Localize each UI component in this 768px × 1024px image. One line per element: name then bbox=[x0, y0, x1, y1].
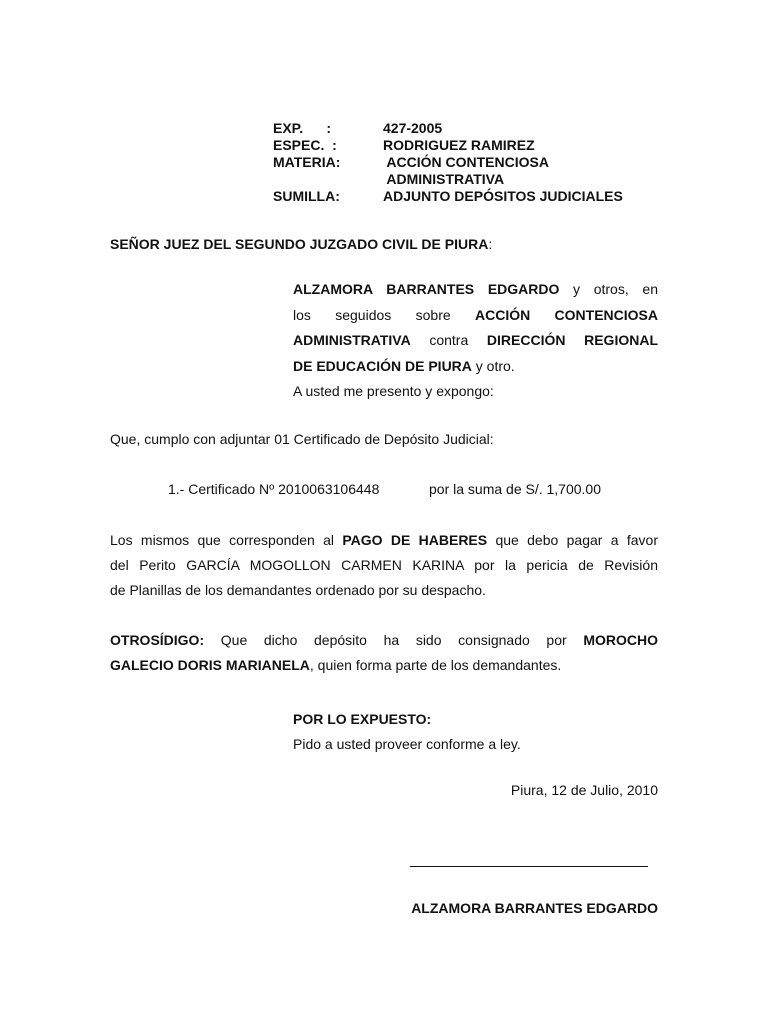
addressee-text: SEÑOR JUEZ DEL SEGUNDO JUZGADO CIVIL DE PIURA bbox=[110, 236, 489, 252]
header-row-exp bbox=[273, 120, 623, 137]
galecio-text: GALECIO DORIS MARIANELA bbox=[110, 657, 310, 673]
certificate-amount: por la suma de S/. 1,700.00 bbox=[429, 481, 601, 497]
body-line-2: del Perito GARCÍA MOGOLLON CARMEN KARINA por la pericia de Revisión bbox=[110, 557, 658, 573]
otrosidigo-line-1 bbox=[110, 628, 658, 653]
otrosidigo-line-2 bbox=[110, 653, 658, 678]
espec-label: ESPEC. : bbox=[273, 137, 337, 153]
certificate-line bbox=[168, 481, 601, 497]
materia-label-spacer bbox=[273, 171, 383, 188]
body-paragraph bbox=[110, 528, 658, 603]
administrativa-text: ADMINISTRATIVA bbox=[293, 332, 411, 348]
materia-value-2: ADMINISTRATIVA bbox=[383, 171, 505, 187]
otro-text: y otro. bbox=[471, 357, 515, 374]
pago-haberes-text: PAGO DE HABERES bbox=[342, 532, 488, 548]
closing-block bbox=[293, 707, 521, 757]
header-row-sumilla bbox=[273, 188, 623, 205]
materia-value-1: ACCIÓN CONTENCIOSA bbox=[383, 154, 549, 170]
header-row-materia-cont bbox=[273, 171, 623, 188]
signature-name: ALZAMORA BARRANTES EDGARDO bbox=[411, 900, 658, 916]
body-text-2: que debo pagar a favor bbox=[487, 532, 659, 548]
que-paragraph: Que, cumplo con adjuntar 01 Certificado de Depósito Judicial: bbox=[110, 431, 494, 447]
educacion-text: DE EDUCACIÓN DE PIURA bbox=[293, 357, 472, 374]
addressee bbox=[110, 236, 492, 252]
otrosidigo-label: OTROSÍDIGO: bbox=[110, 632, 205, 648]
morocho-text: MOROCHO bbox=[583, 632, 658, 648]
otrosidigo-text-2: , quien forma parte de los demandantes. bbox=[309, 657, 562, 673]
signature-line bbox=[410, 866, 648, 867]
presento-line: A usted me presento y expongo: bbox=[293, 383, 494, 399]
sumilla-value: ADJUNTO DEPÓSITOS JUDICIALES bbox=[383, 188, 623, 204]
intro-text-2: los seguidos sobre bbox=[293, 306, 475, 323]
certificate-number: 1.- Certificado Nº 2010063106448 bbox=[168, 481, 380, 497]
intro-paragraph bbox=[293, 277, 658, 405]
otrosidigo-text-1: Que dicho depósito ha sido consignado por bbox=[204, 632, 584, 648]
intro-line-4 bbox=[293, 354, 658, 380]
closing-text: Pido a usted proveer conforme a ley. bbox=[293, 736, 521, 752]
petitioner-name: ALZAMORA BARRANTES EDGARDO bbox=[293, 281, 560, 297]
exp-value: 427-2005 bbox=[383, 120, 443, 136]
sumilla-label: SUMILLA: bbox=[273, 188, 340, 204]
accion-text: ACCIÓN CONTENCIOSA bbox=[474, 306, 658, 323]
header-row-materia bbox=[273, 154, 623, 171]
exp-label: EXP. : bbox=[273, 120, 332, 136]
addressee-colon: : bbox=[488, 236, 493, 252]
intro-line-1 bbox=[293, 277, 658, 303]
header-row-espec bbox=[273, 137, 623, 154]
document-date: Piura, 12 de Julio, 2010 bbox=[510, 782, 658, 798]
direccion-text: DIRECCIÓN REGIONAL bbox=[486, 332, 658, 348]
case-header bbox=[273, 120, 623, 205]
body-text-1: Los mismos que corresponden al bbox=[110, 532, 343, 548]
closing-heading: POR LO EXPUESTO: bbox=[293, 711, 432, 727]
contra-text: contra bbox=[410, 332, 487, 348]
materia-label: MATERIA: bbox=[273, 154, 341, 170]
intro-line-3 bbox=[293, 328, 658, 354]
intro-text-1: y otros, en bbox=[559, 281, 658, 297]
intro-line-2 bbox=[293, 303, 658, 329]
body-line-3: de Planillas de los demandantes ordenado por su despacho. bbox=[110, 582, 486, 598]
otrosidigo-paragraph bbox=[110, 628, 658, 678]
body-line-1 bbox=[110, 528, 658, 553]
espec-value: RODRIGUEZ RAMIREZ bbox=[383, 137, 535, 153]
